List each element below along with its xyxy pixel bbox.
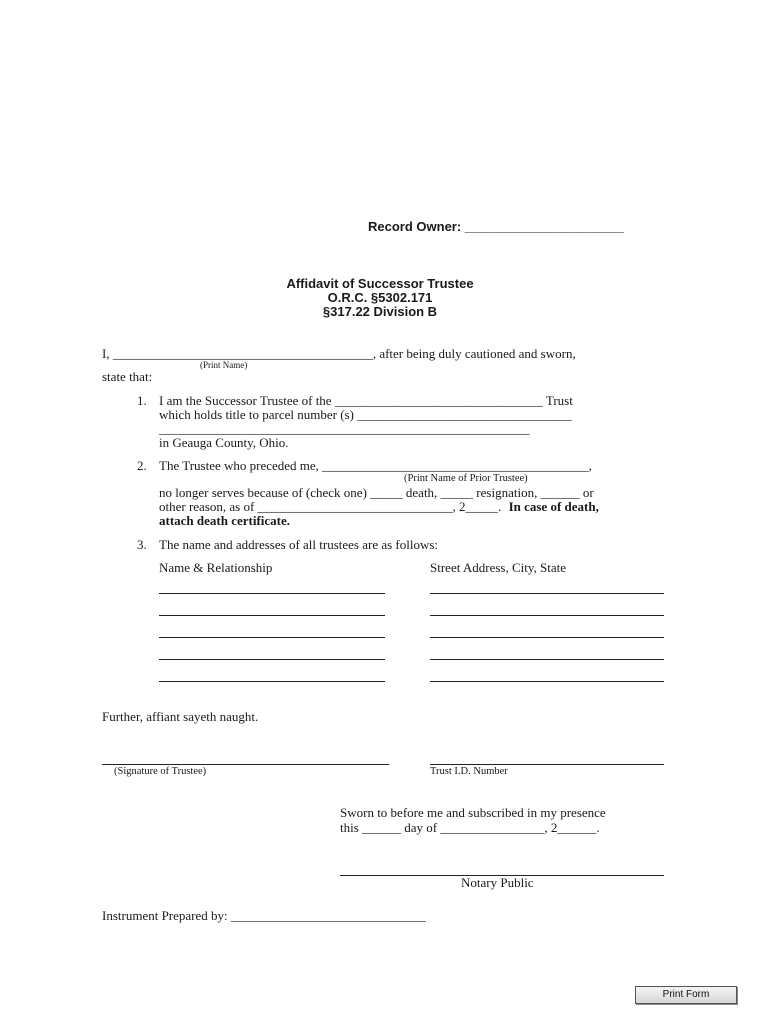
trustee-address-field[interactable] <box>430 637 664 638</box>
prior-trustee-caption: (Print Name of Prior Trustee) <box>404 473 528 484</box>
state-that-text: state that: <box>102 369 153 384</box>
reason-date-line[interactable]: other reason, as of ______________________________, 2_____. <box>159 499 502 514</box>
print-name-caption: (Print Name) <box>200 360 248 370</box>
further-affiant-text: Further, affiant sayeth naught. <box>102 709 259 724</box>
trustee-address-field[interactable] <box>430 659 664 660</box>
parcel-number-continued-line[interactable]: _________________________________________________________ <box>159 421 530 436</box>
print-name-line[interactable]: I, ________________________________________, after being duly cautioned and sworn, <box>102 346 576 361</box>
instrument-prepared-by-line[interactable]: Instrument Prepared by: ______________________________ <box>102 908 426 923</box>
signature-caption: (Signature of Trustee) <box>114 766 207 777</box>
item-2-number: 2. <box>137 458 147 473</box>
form-title: Affidavit of Successor Trustee <box>286 276 474 291</box>
signature-field[interactable] <box>102 764 389 765</box>
orc-reference: O.R.C. §5302.171 <box>327 290 433 305</box>
sworn-date-line[interactable]: this ______ day of ________________, 2______. <box>340 820 600 835</box>
prior-trustee-line[interactable]: The Trustee who preceded me, _________________________________________, <box>159 458 592 473</box>
division-reference: §317.22 Division B <box>322 304 438 319</box>
reason-checkboxes-line[interactable]: no longer serves because of (check one) _____ death, _____ resignation, ______ or <box>159 485 594 500</box>
trustee-name-field[interactable] <box>159 681 385 682</box>
record-owner-field[interactable]: Record Owner: ______________________ <box>368 219 624 234</box>
item-1-number: 1. <box>137 393 147 408</box>
trustee-address-field[interactable] <box>430 681 664 682</box>
trust-id-caption: Trust I.D. Number <box>430 766 508 777</box>
reason-date-row <box>159 499 599 514</box>
trustee-name-field[interactable] <box>159 659 385 660</box>
geauga-county-text: in Geauga County, Ohio. <box>159 435 289 450</box>
trustee-address-field[interactable] <box>430 615 664 616</box>
death-certificate-note: attach death certificate. <box>159 513 291 528</box>
trustees-list-text: The name and addresses of all trustees are as follows: <box>159 537 439 552</box>
item-3-number: 3. <box>137 537 147 552</box>
notary-public-label: Notary Public <box>461 875 534 890</box>
successor-trustee-line[interactable]: I am the Successor Trustee of the ________________________________ Trust <box>159 393 573 408</box>
parcel-number-line[interactable]: which holds title to parcel number (s) _________________________________ <box>159 407 572 422</box>
name-relationship-header: Name & Relationship <box>159 560 273 575</box>
death-note: In case of death, <box>508 499 599 514</box>
street-address-header: Street Address, City, State <box>430 560 567 575</box>
trustee-name-field[interactable] <box>159 615 385 616</box>
trust-id-field[interactable] <box>430 764 664 765</box>
sworn-statement: Sworn to before me and subscribed in my presence <box>340 805 606 820</box>
print-form-button[interactable]: Print Form <box>635 986 737 1004</box>
trustee-name-field[interactable] <box>159 593 385 594</box>
trustee-name-field[interactable] <box>159 637 385 638</box>
trustee-address-field[interactable] <box>430 593 664 594</box>
